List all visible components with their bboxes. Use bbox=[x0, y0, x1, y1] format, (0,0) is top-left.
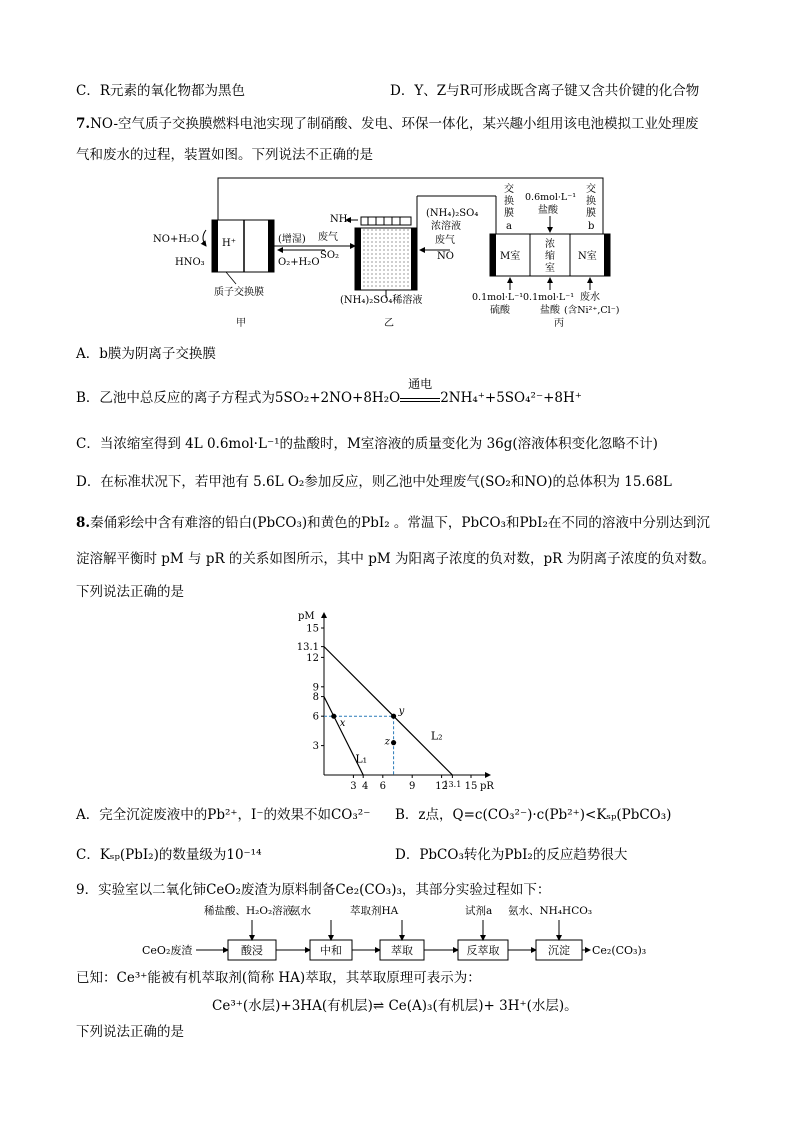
q7-option-b-eq-left: 5SO₂+2NO+8H₂O bbox=[274, 390, 401, 406]
flow-step-label: 酸浸 bbox=[241, 944, 263, 957]
flow-reagent-label: 氨水 bbox=[290, 905, 311, 917]
q7-number: 7. bbox=[76, 116, 91, 132]
bing-waste-2: (含Ni²⁺,Cl⁻) bbox=[564, 305, 620, 316]
yi-nh3: NH₃ bbox=[330, 214, 352, 225]
series-line-2 bbox=[324, 647, 452, 775]
y-tick-label: 13.1 bbox=[296, 642, 319, 654]
y-tick-label: 3 bbox=[312, 741, 319, 753]
jia-membrane-label: 质子交换膜 bbox=[214, 287, 264, 298]
q9-number: 9． bbox=[76, 882, 99, 898]
point-z bbox=[391, 740, 396, 745]
q7-apparatus-diagram bbox=[150, 172, 650, 332]
bing-acid-top-2: 盐酸 bbox=[538, 205, 558, 216]
point-y bbox=[391, 714, 396, 719]
q8-option-b: B．z点，Q=c(CO₃²⁻)·c(Pb²⁺)<Kₛₚ(PbCO₃) bbox=[395, 807, 672, 823]
y-tick-label: 6 bbox=[312, 711, 319, 723]
q9-process-flow bbox=[140, 900, 670, 970]
bing-n-room: N室 bbox=[578, 251, 597, 262]
q8-stem-line3: 下列说法正确的是 bbox=[76, 584, 184, 600]
q8-option-c: C．Kₛₚ(PbI₂)的数量级为10⁻¹⁴ bbox=[76, 847, 262, 863]
y-tick-label: 15 bbox=[306, 623, 319, 635]
bing-hcl-2: 盐酸 bbox=[540, 305, 560, 316]
yi-top-solution-1: (NH₄)₂SO₄ bbox=[426, 208, 479, 219]
bing-acid-top-1: 0.6mol·L⁻¹ bbox=[525, 192, 577, 203]
q7-option-d: D．在标准状况下，若甲池有 5.6L O₂参加反应，则乙池中处理废气(SO₂和NO)的总体积为 15.68L bbox=[76, 474, 672, 490]
q8-option-d: D．PbCO₃转化为PbI₂的反应趋势很大 bbox=[395, 847, 628, 863]
y-axis-label: pM bbox=[298, 611, 315, 622]
bing-mem-a-4: a bbox=[506, 221, 512, 232]
jia-label: 甲 bbox=[236, 318, 246, 329]
jia-ion: H⁺ bbox=[222, 238, 236, 249]
bing-m-room: M室 bbox=[500, 251, 521, 262]
bing-mem-b-4: b bbox=[588, 221, 595, 232]
flow-end: Ce₂(CO₃)₃ bbox=[592, 944, 647, 957]
flow-reagent-label: 萃取剂HA bbox=[350, 905, 399, 917]
q7-stem-text: NO-空气质子交换膜燃料电池实现了制硝酸、发电、环保一体化，某兴趣小组用该电池模拟工业处理废 bbox=[90, 116, 699, 132]
y-tick-label: 12 bbox=[306, 652, 319, 664]
x-tick-label: 13.1 bbox=[443, 780, 462, 789]
jia-air-out: O₂+H₂O bbox=[278, 257, 320, 268]
q7-stem-line2: 气和废水的过程，装置如图。下列说法不正确的是 bbox=[76, 147, 373, 163]
flow-start: CeO₂废渣 bbox=[142, 944, 193, 957]
q8-stem-line2: 淀溶解平衡时 pM 与 pR 的关系如图所示，其中 pM 为阳离子浓度的负对数，pR 为阴离子浓度的负对数。 bbox=[76, 551, 716, 567]
q9-ask: 下列说法正确的是 bbox=[76, 1024, 184, 1040]
bing-label: 丙 bbox=[554, 318, 564, 329]
x-tick-label: 12 bbox=[435, 781, 448, 792]
q9-known: 已知：Ce³⁺能被有机萃取剂(简称 HA)萃取，其萃取原理可表示为： bbox=[76, 970, 481, 986]
x-tick-label: 3 bbox=[350, 781, 357, 792]
yi-no: NO bbox=[437, 251, 454, 262]
q8-stem-line1 bbox=[76, 513, 710, 533]
flow-step-label: 沉淀 bbox=[548, 944, 570, 957]
point-x bbox=[331, 714, 336, 719]
flow-reagent-label: 氨水、NH₄HCO₃ bbox=[508, 905, 593, 917]
q7-option-b bbox=[76, 377, 582, 408]
bing-mem-a-2: 换 bbox=[504, 196, 514, 207]
bing-mem-a-3: 膜 bbox=[504, 208, 514, 219]
point-label-z: z bbox=[384, 736, 390, 748]
bing-hcl-1: 0.1mol·L⁻¹ bbox=[523, 292, 575, 303]
bing-sulfuric-2: 硫酸 bbox=[490, 305, 510, 316]
q7-stem-line1 bbox=[76, 114, 699, 134]
option-c-prev: C．R元素的氧化物都为黑色 bbox=[76, 83, 245, 99]
bing-conc-2: 缩 bbox=[545, 251, 555, 262]
x-tick-label: 9 bbox=[409, 781, 416, 792]
jia-outlet: HNO₃ bbox=[175, 257, 205, 268]
flow-reagent-label: 稀盐酸、H₂O₂溶液 bbox=[204, 905, 294, 917]
bing-conc-1: 浓 bbox=[545, 239, 555, 250]
bing-mem-b-1: 交 bbox=[586, 184, 596, 195]
q7-option-b-text: B．乙池中总反应的离子方程式为 bbox=[76, 390, 275, 406]
yi-waste-gas-left: 废气 bbox=[318, 232, 338, 243]
jia-inlet: NO+H₂O bbox=[153, 234, 200, 245]
flow-step-label: 中和 bbox=[320, 944, 342, 957]
yi-top-solution-2: 浓溶液 bbox=[431, 221, 461, 232]
q8-option-a: A．完全沉淀废液中的Pb²⁺，I⁻的效果不如CO₃²⁻ bbox=[76, 807, 371, 823]
option-d-prev: D．Y、Z与R可形成既含离子键又含共价键的化合物 bbox=[390, 83, 700, 99]
yi-bottom-solution: (NH₄)₂SO₄稀溶液 bbox=[340, 295, 423, 306]
flow-step-label: 萃取 bbox=[391, 944, 413, 957]
cell-yi bbox=[355, 228, 417, 290]
q7-option-b-condition: 通电 bbox=[400, 389, 440, 402]
bing-mem-b-3: 膜 bbox=[586, 208, 596, 219]
q9-equation: Ce³⁺(水层)+3HA(有机层)⇌ Ce(A)₃(有机层)+ 3H⁺(水层)。 bbox=[212, 998, 578, 1014]
jia-air-in: (增湿) bbox=[278, 234, 306, 245]
yi-waste-gas-right: 废气 bbox=[435, 235, 455, 246]
series-label-2: L₂ bbox=[430, 729, 443, 743]
q8-stem-text: 秦俑彩绘中含有难溶的铅白(PbCO₃)和黄色的PbI₂ 。常温下，PbCO₃和PbI₂在不同的溶液中分别达到沉 bbox=[90, 515, 710, 531]
x-tick-label: 15 bbox=[464, 781, 478, 792]
bing-sulfuric-1: 0.1mol·L⁻¹ bbox=[472, 292, 524, 303]
bing-mem-a-1: 交 bbox=[504, 184, 514, 195]
bing-waste-1: 废水 bbox=[580, 292, 600, 303]
x-tick-label: 6 bbox=[379, 781, 386, 792]
q9-stem-text: 实验室以二氧化铈CeO₂废渣为原料制备Ce₂(CO₃)₃，其部分实验过程如下： bbox=[98, 882, 551, 898]
yi-so2: SO₂ bbox=[320, 250, 340, 261]
q9-stem bbox=[76, 880, 550, 900]
q7-option-c: C．当浓缩室得到 4L 0.6mol·L⁻¹的盐酸时，M室溶液的质量变化为 36g(溶液体积变化忽略不计) bbox=[76, 436, 658, 452]
bing-conc-3: 室 bbox=[545, 263, 555, 274]
yi-label: 乙 bbox=[384, 318, 394, 329]
q7-option-a: A．b膜为阴离子交换膜 bbox=[76, 346, 216, 362]
flow-step-label: 反萃取 bbox=[466, 944, 500, 957]
y-tick-label: 8 bbox=[312, 692, 319, 704]
q7-option-b-eq-right: 2NH₄⁺+5SO₄²⁻+8H⁺ bbox=[440, 390, 582, 406]
point-label-y: y bbox=[398, 706, 405, 718]
y-tick-label: 9 bbox=[312, 682, 319, 694]
bing-mem-b-2: 换 bbox=[586, 196, 596, 207]
q8-pm-pr-chart bbox=[290, 605, 510, 800]
series-label-1: L₁ bbox=[355, 752, 368, 766]
q8-number: 8. bbox=[76, 515, 91, 531]
x-axis-label: pR bbox=[480, 781, 494, 792]
x-tick-label: 4 bbox=[362, 781, 369, 792]
flow-reagent-label: 试剂a bbox=[465, 905, 493, 917]
point-label-x: x bbox=[339, 718, 346, 730]
